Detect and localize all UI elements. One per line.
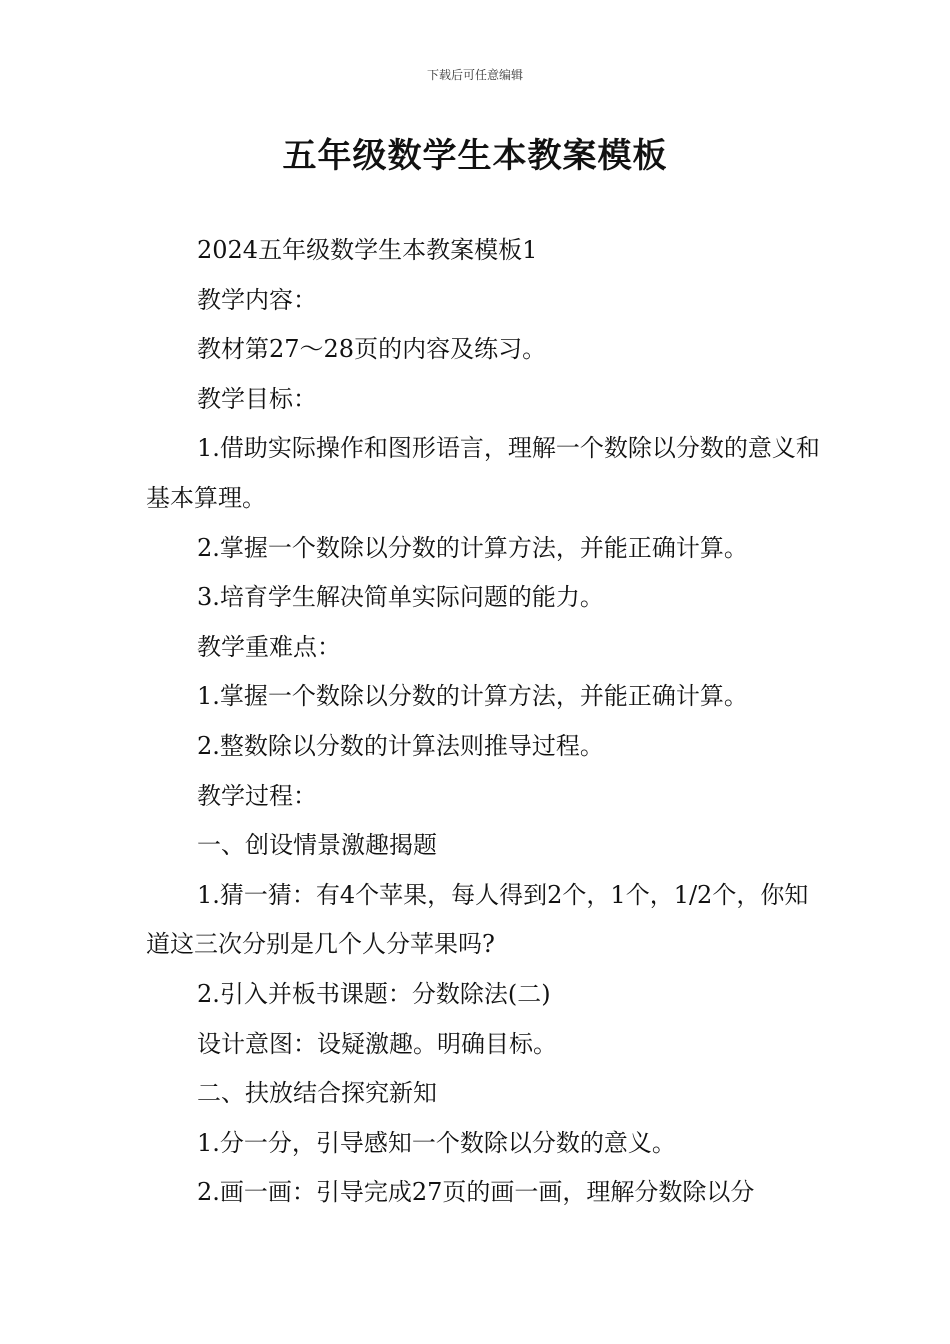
header-note: 下载后可任意编辑 bbox=[426, 68, 523, 82]
paragraph: 2.引入并板书课题：分数除法(二) bbox=[197, 979, 551, 1008]
paragraph: 2024五年级数学生本教案模板1 bbox=[197, 236, 538, 264]
paragraph: 3.培育学生解决简单实际问题的能力。 bbox=[197, 583, 604, 612]
paragraph: 教学过程： bbox=[197, 781, 317, 810]
paragraph: 1.借助实际操作和图形语言，理解一个数除以分数的意义和基本算理。 bbox=[146, 434, 820, 512]
paragraph: 2.掌握一个数除以分数的计算方法，并能正确计算。 bbox=[197, 533, 748, 562]
paragraph: 教学重难点： bbox=[197, 632, 341, 661]
paragraph: 2.画一画：引导完成27页的画一画，理解分数除以分 bbox=[197, 1178, 755, 1207]
document-title: 五年级数学生本教案模板 bbox=[282, 136, 668, 176]
paragraph: 教学目标： bbox=[197, 384, 317, 413]
paragraph: 2.整数除以分数的计算法则推导过程。 bbox=[197, 731, 604, 760]
paragraph: 设计意图：设疑激趣。明确目标。 bbox=[197, 1029, 557, 1058]
paragraph: 1.分一分，引导感知一个数除以分数的意义。 bbox=[197, 1128, 676, 1157]
document-body bbox=[146, 226, 826, 1218]
paragraph: 教材第27～28页的内容及练习。 bbox=[197, 335, 547, 364]
paragraph: 1.掌握一个数除以分数的计算方法，并能正确计算。 bbox=[197, 682, 748, 711]
paragraph: 教学内容： bbox=[197, 285, 317, 314]
paragraph: 二、扶放结合探究新知 bbox=[197, 1079, 437, 1108]
paragraph: 1.猜一猜：有4个苹果，每人得到2个，1个，1/2个，你知道这三次分别是几个人分苹果吗? bbox=[146, 880, 809, 959]
paragraph: 一、创设情景激趣揭题 bbox=[197, 831, 437, 860]
